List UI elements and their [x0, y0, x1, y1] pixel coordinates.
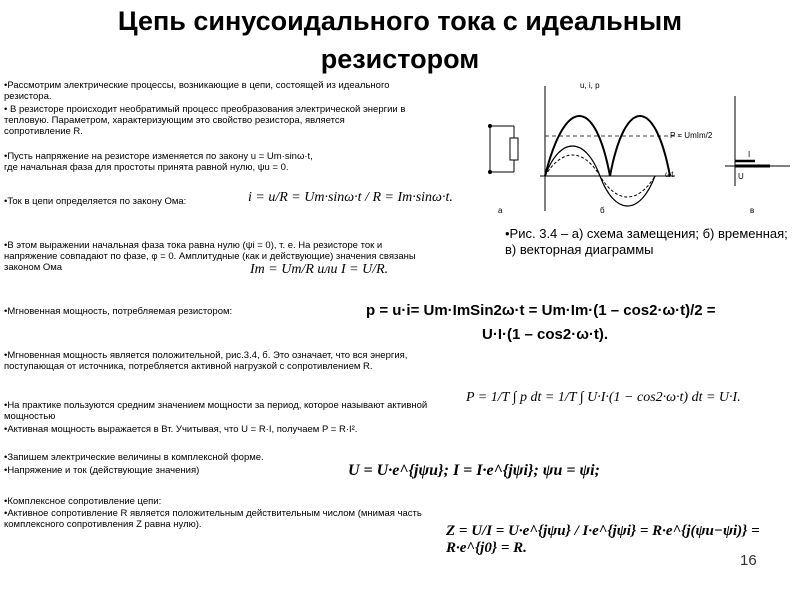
- figure-label-a: а: [498, 206, 503, 215]
- slide-title: [0, 2, 800, 78]
- formula-instant-power-line1: p = u·i= Um·ImSin2ω·t = Um·Im·(1 – cos2·ω·t)/2 =: [366, 302, 716, 319]
- paragraph-intro: •Рассмотрим электрические процессы, возникающие в цепи, состоящей из идеального резистора.: [4, 80, 390, 102]
- figure-label-b: б: [600, 206, 605, 215]
- paragraph-average-power: •На практике пользуются средним значением мощности за период, которое называют активной мощностью: [4, 400, 428, 422]
- time-diagram: [540, 86, 680, 211]
- resistor-symbol: [510, 138, 518, 160]
- figure-label-c: в: [750, 206, 755, 215]
- formula-instant-power-line2: U·I·(1 – cos2·ω·t).: [482, 326, 609, 343]
- paragraph-ohm-law: •Ток в цепи определяется по закону Ома:: [4, 196, 187, 207]
- figure-diagram: [470, 76, 796, 216]
- formula-complex-impedance: Z = U/I = U·e^{jψu} / I·e^{jψi} = R·e^{j(ψu−ψi)} = R·e^{j0} = R.: [446, 523, 760, 556]
- page-number: 16: [740, 552, 757, 569]
- slide-title-line2: резистором: [320, 44, 480, 74]
- power-level-label: P = UmIm/2: [670, 131, 713, 140]
- axis-label-wt: ωt: [665, 170, 674, 179]
- paragraph-active-resistance: •Активное сопротивление R является положительным действительным числом (мнимая часть комплексного сопротивления Z равна нулю).: [4, 508, 422, 530]
- formula-complex-values: U = U·e^{jψu}; I = I·e^{jψi}; ψu = ψi;: [348, 462, 600, 479]
- vector-label-u: U: [738, 172, 744, 181]
- power-curve: [545, 116, 670, 176]
- paragraph-phase: •В этом выражении начальная фаза тока равна нулю (ψi = 0), т. е. На резисторе ток и напряжение совпадают по фазе, φ = 0. Амплитудные (как и действующие) значения связаны законом Ома: [4, 240, 416, 273]
- formula-ohm-current: i = u/R = Um·sinω·t / R = Im·sinω·t.: [248, 190, 453, 205]
- vector-label-i: I: [748, 150, 751, 159]
- paragraph-positive-power: •Мгновенная мощность является положительной, рис.3.4, б. Это означает, что вся энергия, поступающая от источника, потребляется активной нагрузкой с сопротивлением R.: [4, 350, 408, 372]
- paragraph-complex-form: •Запишем электрические величины в комплексной форме.: [4, 452, 264, 463]
- paragraph-active-power-units: •Активная мощность выражается в Вт. Учитывая, что U = R·I, получаем P = R·I².: [4, 424, 358, 435]
- paragraph-instant-power: •Мгновенная мощность, потребляемая резистором:: [4, 306, 233, 317]
- paragraph-resistor: • В резисторе происходит необратимый процесс преобразования электрической энергии в тепловую. Параметром, характеризующим это свойство резистора, является сопротивление R.: [4, 104, 406, 137]
- figure-3-4: [470, 76, 796, 216]
- slide-title-line1: Цепь синусоидального тока с идеальным: [117, 6, 683, 36]
- paragraph-complex-impedance: •Комплексное сопротивление цепи:: [4, 496, 162, 507]
- formula-average-power: P = 1/T ∫ p dt = 1/T ∫ U·I·(1 − cos2·ω·t) dt = U·I.: [466, 390, 741, 405]
- vector-diagram: [725, 96, 790, 186]
- circuit-diagram: [489, 125, 519, 174]
- paragraph-voltage-current: •Напряжение и ток (действующие значения): [4, 465, 200, 476]
- formula-amplitude-relation: Im = Um/R или I = U/R.: [250, 262, 389, 277]
- axis-label-top: u, i, p: [580, 81, 600, 90]
- paragraph-voltage-law: •Пусть напряжение на резисторе изменяется по закону u = Um·sinω·t, где начальная фаза для простоты принята равной нулю, ψu = 0.: [4, 151, 313, 173]
- figure-caption: •Рис. 3.4 – а) схема замещения; б) временная; в) векторная диаграммы: [505, 226, 788, 257]
